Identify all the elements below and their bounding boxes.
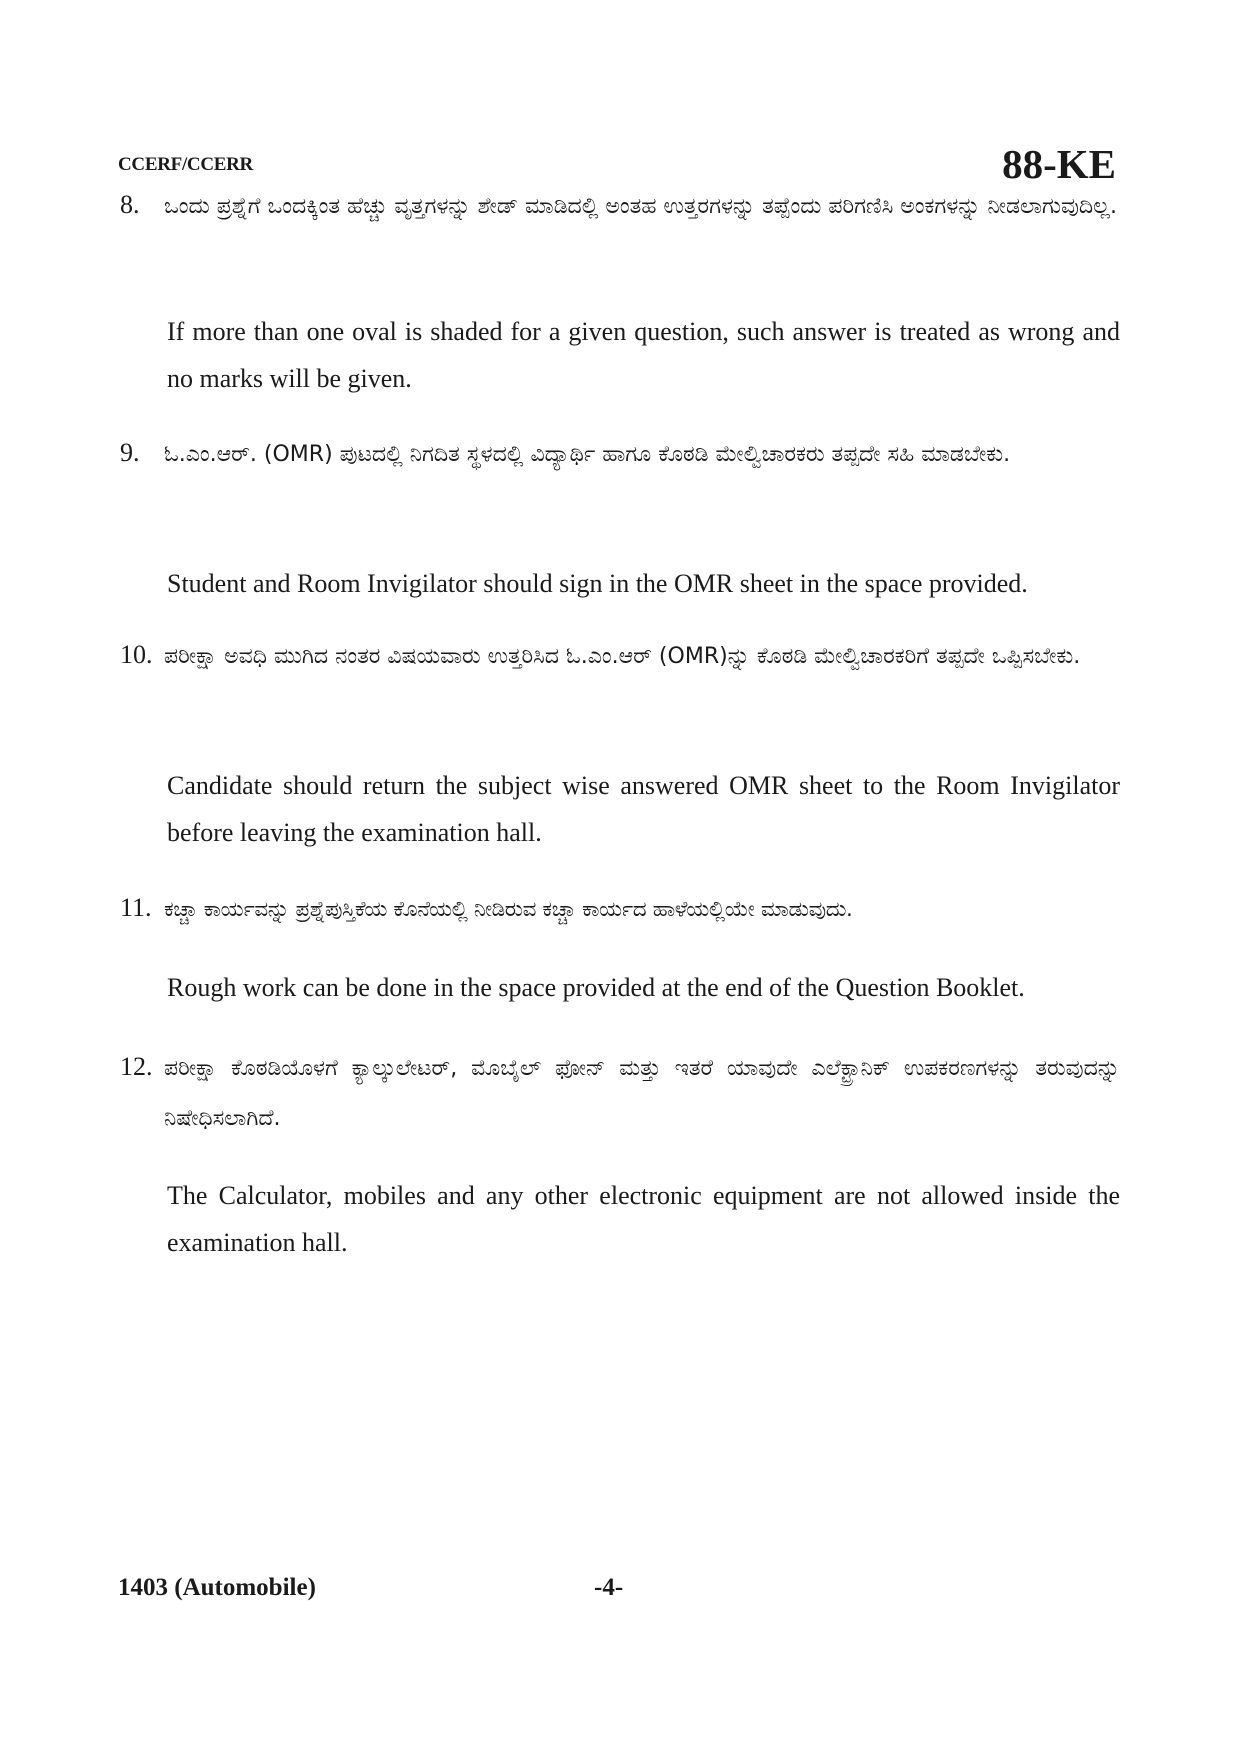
instruction-kannada: ಒಂದು ಪ್ರಶ್ನೆಗೆ ಒಂದಕ್ಕಿಂತ ಹೆಚ್ಚು ವೃತ್ತಗಳನ್ನು ಶೇಡ್ ಮಾಡಿದಲ್ಲಿ ಅಂತಹ ಉತ್ತರಗಳನ್ನು ತಪ್ಪೆಂದು ಪರಿಗಣಿಸಿ ಅಂಕಗಳನ್ನು ನೀಡಲಾಗುವುದಿಲ್ಲ.	[164, 194, 1117, 219]
instruction-kannada: ಓ.ಎಂ.ಆರ್. (OMR) ಪುಟದಲ್ಲಿ ನಿಗದಿತ ಸ್ಥಳದಲ್ಲಿ ವಿದ್ಯಾರ್ಥಿ ಹಾಗೂ ಕೊಠಡಿ ಮೇಲ್ವಿಚಾರಕರು ತಪ್ಪದೇ ಸಹಿ ಮಾಡಬೇಕು.	[164, 442, 1011, 467]
instruction-english: If more than one oval is shaded for a given question, such answer is treated as wrong and no marks will be given.	[167, 317, 1120, 393]
instruction-english: The Calculator, mobiles and any other electronic equipment are not allowed inside the examination hall.	[167, 1181, 1120, 1257]
instruction-kannada: ಕಚ್ಚಾ ಕಾರ್ಯವನ್ನು ಪ್ರಶ್ನೆಪುಸ್ತಿಕೆಯ ಕೊನೆಯಲ್ಲಿ ನೀಡಿರುವ ಕಚ್ಚಾ ಕಾರ್ಯದ ಹಾಳೆಯಲ್ಲಿಯೇ ಮಾಡುವುದು.	[164, 897, 853, 922]
instruction-number: 12.	[120, 1052, 153, 1081]
instruction-english: Candidate should return the subject wise answered OMR sheet to the Room Invigilator before leaving the examination hall.	[167, 771, 1120, 847]
paper-code: 88-KE	[1002, 141, 1116, 187]
instruction-english: Rough work can be done in the space provided at the end of the Question Booklet.	[167, 973, 1025, 1002]
instruction-number: 10.	[120, 640, 153, 669]
instruction-kannada: ಪರೀಕ್ಷಾ ಕೊಠಡಿಯೊಳಗೆ ಕ್ಯಾಲ್ಕುಲೇಟರ್, ಮೊಬೈಲ್ ಫೋನ್ ಮತ್ತು ಇತರೆ ಯಾವುದೇ ಎಲೆಕ್ಟ್ರಾನಿಕ್ ಉಪಕರಣಗಳನ್ನು ತರುವುದನ್ನು ನಿಷೇಧಿಸಲಾಗಿದೆ.	[164, 1056, 1120, 1131]
instruction-english: Student and Room Invigilator should sign in the OMR sheet in the space provided.	[167, 569, 1028, 598]
instruction-kannada: ಪರೀಕ್ಷಾ ಅವಧಿ ಮುಗಿದ ನಂತರ ವಿಷಯವಾರು ಉತ್ತರಿಸಿದ ಓ.ಎಂ.ಆರ್ (OMR)ನ್ನು ಕೊಠಡಿ ಮೇಲ್ವಿಚಾರಕರಿಗೆ ತಪ್ಪದೇ ಒಪ್ಪಿಸಬೇಕು.	[164, 644, 1081, 669]
instruction-number: 11.	[120, 893, 152, 922]
instruction-number: 8.	[120, 190, 140, 219]
footer-subject: 1403 (Automobile)	[118, 1574, 316, 1601]
header-code: CCERF/CCERR	[118, 154, 253, 175]
instruction-number: 9.	[120, 438, 140, 467]
page-number: -4-	[594, 1574, 624, 1601]
